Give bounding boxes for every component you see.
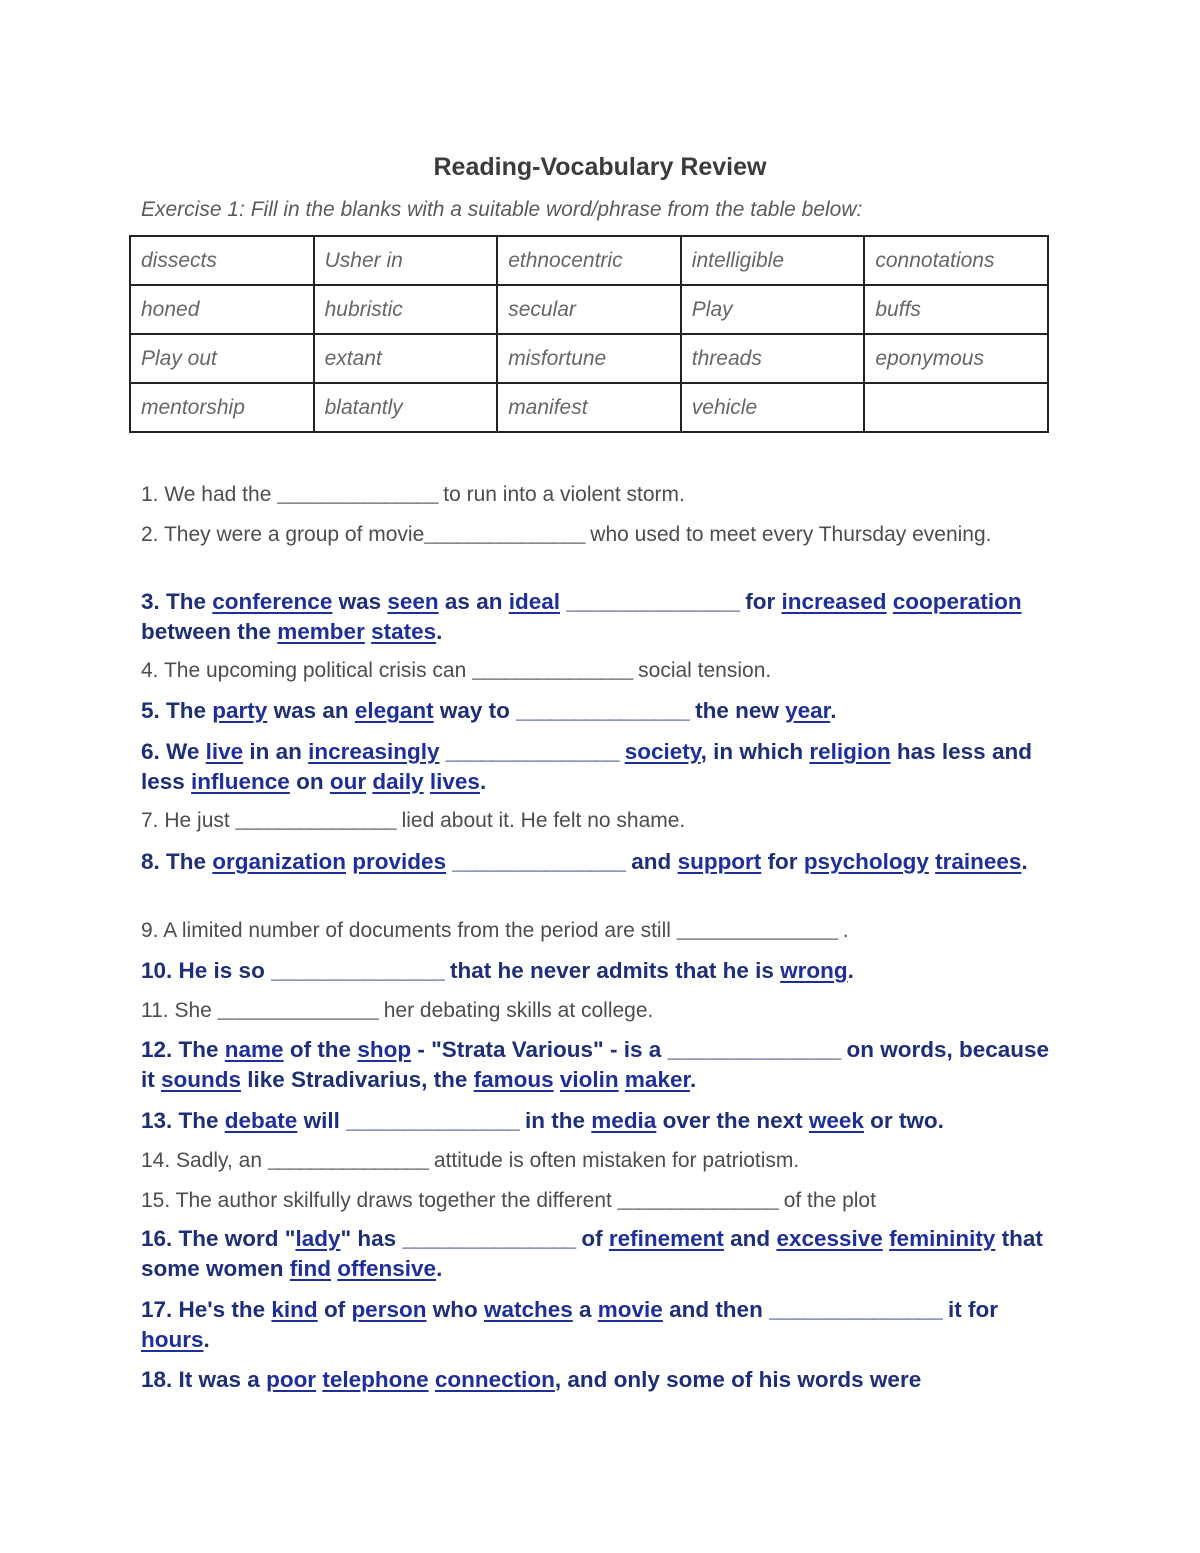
question-text: 17. He's the bbox=[141, 1297, 272, 1322]
question-text: 9. A limited number of documents from the period are still bbox=[141, 919, 677, 942]
vocab-row bbox=[130, 383, 1048, 432]
question-item bbox=[141, 481, 1056, 509]
question-text: attitude is often mistaken for patriotism. bbox=[428, 1149, 800, 1172]
vocab-cell: dissects bbox=[130, 236, 314, 285]
question-text: the new bbox=[688, 698, 786, 723]
answer-blank: _______________ bbox=[617, 1189, 778, 1212]
question-item bbox=[141, 521, 1056, 549]
question-item bbox=[141, 657, 1056, 685]
question-text: and bbox=[723, 1226, 777, 1251]
question-text: . bbox=[479, 769, 487, 794]
vocab-cell: ethnocentric bbox=[497, 236, 681, 285]
vocab-cell: manifest bbox=[497, 383, 681, 432]
dictionary-link[interactable]: famous bbox=[473, 1067, 554, 1092]
answer-blank: _______________ bbox=[769, 1297, 942, 1322]
vocab-cell: secular bbox=[497, 285, 681, 334]
question-text: a bbox=[572, 1297, 598, 1322]
dictionary-link[interactable]: name bbox=[224, 1037, 284, 1062]
dictionary-link[interactable]: elegant bbox=[354, 698, 434, 723]
dictionary-link[interactable]: conference bbox=[212, 589, 333, 614]
question-text: - "Strata Various" - is a bbox=[411, 1037, 668, 1062]
vocab-cell: intelligible bbox=[681, 236, 865, 285]
question-text: on words, because it bbox=[141, 1037, 1050, 1092]
answer-blank: _______________ bbox=[267, 1149, 429, 1172]
question-text: or two. bbox=[863, 1108, 944, 1133]
dictionary-link[interactable]: poor bbox=[266, 1367, 317, 1392]
question-text: 16. The word " bbox=[141, 1226, 296, 1251]
question-text: has less and less bbox=[141, 739, 1032, 794]
question-item bbox=[141, 847, 1056, 877]
question-item bbox=[141, 997, 1056, 1025]
vocabulary-table bbox=[129, 235, 1049, 433]
question-text: 2. They were a group of movie bbox=[141, 523, 425, 546]
question-text: will bbox=[297, 1108, 347, 1133]
vocab-row bbox=[130, 285, 1048, 334]
question-text: was an bbox=[267, 698, 355, 723]
question-text: and bbox=[625, 849, 678, 874]
answer-blank: _______________ bbox=[667, 1037, 841, 1062]
dictionary-link[interactable]: states bbox=[371, 619, 437, 644]
dictionary-link[interactable]: sounds bbox=[161, 1067, 242, 1092]
answer-blank: _______________ bbox=[402, 1226, 576, 1251]
question-item bbox=[141, 1224, 1056, 1284]
vocab-row bbox=[130, 236, 1048, 285]
dictionary-link[interactable]: daily bbox=[372, 769, 424, 794]
question-text: of bbox=[575, 1226, 609, 1251]
dictionary-link[interactable]: live bbox=[205, 739, 244, 764]
dictionary-link[interactable]: organization bbox=[212, 849, 347, 874]
dictionary-link[interactable]: hours bbox=[141, 1327, 204, 1352]
question-text: that he never admits that he is bbox=[443, 958, 781, 983]
question-text: 14. Sadly, an bbox=[141, 1149, 268, 1172]
question-text: it for bbox=[941, 1297, 999, 1322]
question-text: was bbox=[332, 589, 388, 614]
question-text: 18. It was a bbox=[141, 1367, 267, 1392]
dictionary-link[interactable]: psychology bbox=[803, 849, 929, 874]
question-text: . bbox=[436, 619, 443, 644]
dictionary-link[interactable]: cooperation bbox=[892, 589, 1022, 614]
question-item bbox=[141, 1187, 1056, 1215]
question-item bbox=[141, 1106, 1056, 1136]
answer-blank: _______________ bbox=[516, 698, 689, 723]
question-text: who bbox=[426, 1297, 484, 1322]
dictionary-link[interactable]: maker bbox=[624, 1067, 690, 1092]
question-text: of bbox=[317, 1297, 352, 1322]
question-text: to run into a violent storm. bbox=[437, 483, 685, 506]
answer-blank: _______________ bbox=[472, 659, 633, 682]
question-text: lied about it. He felt no shame. bbox=[395, 809, 686, 832]
question-text: 5. The bbox=[141, 698, 213, 723]
question-item bbox=[141, 956, 1056, 986]
question-text: 15. The author skilfully draws together the different bbox=[141, 1189, 618, 1212]
answer-blank: _______________ bbox=[277, 483, 438, 506]
dictionary-link[interactable]: trainees bbox=[935, 849, 1022, 874]
question-text: " has bbox=[340, 1226, 403, 1251]
vocab-cell: buffs bbox=[864, 285, 1048, 334]
question-text: . bbox=[830, 698, 837, 723]
question-item bbox=[141, 1035, 1056, 1095]
question-text: 10. He is so bbox=[141, 958, 272, 983]
dictionary-link[interactable]: support bbox=[677, 849, 762, 874]
question-item bbox=[141, 737, 1056, 797]
dictionary-link[interactable]: person bbox=[351, 1297, 427, 1322]
vocab-row bbox=[130, 334, 1048, 383]
question-text: 13. The bbox=[141, 1108, 225, 1133]
question-text: . bbox=[847, 958, 854, 983]
question-text: between the bbox=[141, 619, 278, 644]
vocab-cell: threads bbox=[681, 334, 865, 383]
answer-blank: _______________ bbox=[346, 1108, 519, 1133]
dictionary-link[interactable]: watches bbox=[483, 1297, 573, 1322]
answer-blank: _______________ bbox=[424, 523, 585, 546]
dictionary-link[interactable]: increasingly bbox=[308, 739, 440, 764]
question-text: 8. The bbox=[141, 849, 213, 874]
question-text: . bbox=[203, 1327, 210, 1352]
question-text: social tension. bbox=[632, 659, 772, 682]
dictionary-link[interactable]: member bbox=[277, 619, 365, 644]
question-text: . bbox=[1021, 849, 1028, 874]
dictionary-link[interactable]: seen bbox=[387, 589, 439, 614]
question-item bbox=[141, 696, 1056, 726]
dictionary-link[interactable]: influence bbox=[191, 769, 290, 794]
dictionary-link[interactable]: media bbox=[591, 1108, 657, 1133]
question-text: . bbox=[436, 1256, 443, 1281]
question-item bbox=[141, 917, 1056, 945]
question-text: over the next bbox=[656, 1108, 809, 1133]
dictionary-link[interactable]: our bbox=[329, 769, 367, 794]
vocab-cell bbox=[864, 383, 1048, 432]
vocab-cell: vehicle bbox=[681, 383, 865, 432]
vocab-cell: misfortune bbox=[497, 334, 681, 383]
question-text: 12. The bbox=[141, 1037, 225, 1062]
dictionary-link[interactable]: kind bbox=[271, 1297, 318, 1322]
question-text: 3. The bbox=[141, 589, 213, 614]
dictionary-link[interactable]: increased bbox=[781, 589, 887, 614]
dictionary-link[interactable]: refinement bbox=[608, 1226, 724, 1251]
vocab-cell: extant bbox=[314, 334, 498, 383]
question-item bbox=[141, 807, 1056, 835]
question-text: like Stradivarius, the bbox=[241, 1067, 474, 1092]
dictionary-link[interactable]: movie bbox=[597, 1297, 663, 1322]
answer-blank: _______________ bbox=[566, 589, 739, 614]
question-text: as an bbox=[438, 589, 509, 614]
question-text: . bbox=[689, 1067, 697, 1092]
question-text: of the plot bbox=[777, 1189, 876, 1212]
dictionary-link[interactable]: femininity bbox=[889, 1226, 996, 1251]
dictionary-link[interactable]: ideal bbox=[508, 589, 560, 614]
question-text: 6. We bbox=[141, 739, 206, 764]
dictionary-link[interactable]: wrong bbox=[780, 958, 848, 983]
answer-blank: _______________ bbox=[271, 958, 444, 983]
question-text: 1. We had the bbox=[141, 483, 278, 506]
question-text: on bbox=[289, 769, 330, 794]
question-text: 4. The upcoming political crisis can bbox=[141, 659, 473, 682]
question-item bbox=[141, 1295, 1056, 1355]
dictionary-link[interactable]: lady bbox=[295, 1226, 341, 1251]
vocab-cell: connotations bbox=[864, 236, 1048, 285]
question-text: 7. He just bbox=[141, 809, 236, 832]
dictionary-link[interactable]: week bbox=[808, 1108, 864, 1133]
page-title: Reading-Vocabulary Review bbox=[433, 153, 767, 181]
dictionary-link[interactable]: society bbox=[624, 739, 701, 764]
question-text: in an bbox=[243, 739, 309, 764]
dictionary-link[interactable]: shop bbox=[357, 1037, 412, 1062]
dictionary-link[interactable]: year bbox=[785, 698, 831, 723]
dictionary-link[interactable]: offensive bbox=[337, 1256, 437, 1281]
vocab-cell: Play bbox=[681, 285, 865, 334]
vocab-cell: blatantly bbox=[314, 383, 498, 432]
question-text: . bbox=[836, 919, 849, 942]
dictionary-link[interactable]: telephone bbox=[322, 1367, 429, 1392]
question-text: , and only some of his words were bbox=[554, 1367, 922, 1392]
dictionary-link[interactable]: lives bbox=[429, 769, 480, 794]
question-item bbox=[141, 1365, 1056, 1395]
vocab-cell: honed bbox=[130, 285, 314, 334]
question-text: way to bbox=[433, 698, 517, 723]
vocab-cell: Usher in bbox=[314, 236, 498, 285]
answer-blank: _______________ bbox=[445, 739, 619, 764]
vocab-cell: mentorship bbox=[130, 383, 314, 432]
question-item bbox=[141, 1147, 1056, 1175]
dictionary-link[interactable]: connection bbox=[434, 1367, 555, 1392]
dictionary-link[interactable]: religion bbox=[809, 739, 891, 764]
question-text: and then bbox=[662, 1297, 770, 1322]
answer-blank: _______________ bbox=[452, 849, 626, 874]
question-text: 11. She bbox=[141, 999, 218, 1022]
dictionary-link[interactable]: excessive bbox=[776, 1226, 883, 1251]
question-text: for bbox=[761, 849, 804, 874]
question-text: of the bbox=[283, 1037, 358, 1062]
vocab-cell: eponymous bbox=[864, 334, 1048, 383]
question-text: who used to meet every Thursday evening. bbox=[584, 523, 992, 546]
answer-blank: _______________ bbox=[217, 999, 378, 1022]
dictionary-link[interactable]: violin bbox=[559, 1067, 619, 1092]
dictionary-link[interactable]: debate bbox=[224, 1108, 298, 1133]
dictionary-link[interactable]: provides bbox=[352, 849, 447, 874]
question-item bbox=[141, 587, 1056, 647]
dictionary-link[interactable]: find bbox=[289, 1256, 332, 1281]
vocab-cell: hubristic bbox=[314, 285, 498, 334]
answer-blank: _______________ bbox=[235, 809, 396, 832]
answer-blank: _______________ bbox=[676, 919, 837, 942]
question-text: in the bbox=[518, 1108, 592, 1133]
question-text: for bbox=[738, 589, 782, 614]
question-text: , in which bbox=[700, 739, 810, 764]
vocab-cell: Play out bbox=[130, 334, 314, 383]
dictionary-link[interactable]: party bbox=[212, 698, 268, 723]
question-text: that some women bbox=[141, 1226, 1043, 1281]
exercise-instruction: Exercise 1: Fill in the blanks with a suitable word/phrase from the table below: bbox=[141, 198, 863, 221]
question-text: her debating skills at college. bbox=[377, 999, 654, 1022]
